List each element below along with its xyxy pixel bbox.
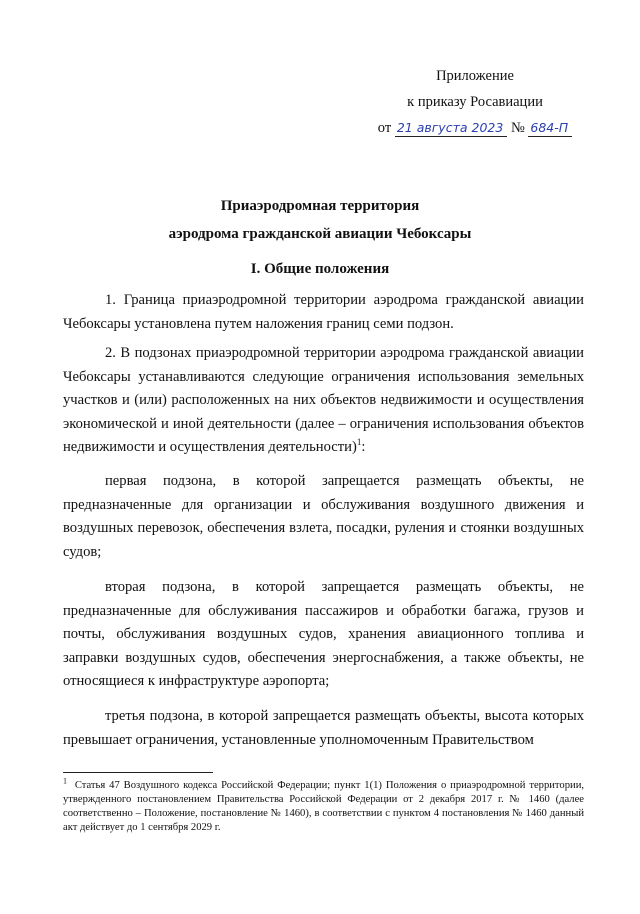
footnote-divider	[63, 772, 213, 773]
number-prefix: №	[510, 120, 525, 136]
paragraph-2	[63, 342, 584, 460]
subzone-3-paragraph: третья подзона, в которой запрещается размещать объекты, высота которых превышает ограничения, установленные уполномоченным Правительством	[63, 708, 584, 748]
document-title: Приаэродромная территория	[220, 198, 420, 214]
handwritten-number: 684-П	[528, 120, 572, 137]
appendix-label: Приложение	[436, 68, 514, 84]
paragraph-2-text: 2. В подзонах приаэродромной территории аэродрома гражданской авиации Чебоксары устанавливаются следующие ограничения использования земельных участков и (или) расположенных на них объектов недвижимости и осуществления экономической и иной деятельности (далее – ограничения использования объектов недвижимости и осуществления деятельности)	[63, 345, 584, 455]
section-heading: I. Общие положения	[250, 261, 390, 277]
subzone-1-paragraph: первая подзона, в которой запрещается размещать объекты, не предназначенные для организации и обслуживания воздушного движения и воздушных перевозок, обеспечения взлета, посадки, руления и стоянки воздушных судов;	[63, 473, 584, 560]
handwritten-date: 21 августа 2023	[395, 120, 507, 137]
paragraph-2-end: :	[361, 439, 366, 455]
subzone-2-paragraph: вторая подзона, в которой запрещается размещать объекты, не предназначенные для обслуживания пассажиров и обработки багажа, грузов и почты, обслуживания воздушных судов, хранения авиационного топлива и заправки воздушных судов, обеспечения энергоснабжения, а также объекты, не относящиеся к инфраструктуре аэропорта;	[63, 579, 584, 689]
footnote-reference: 1	[356, 437, 362, 448]
footnote-text: Статья 47 Воздушного кодекса Российской Федерации; пункт 1(1) Положения о приаэродромной территории, утвержденного постановлением Правительства Российской Федерации от 2 декабря 2017 г. № 1460 (далее соответственно – Положение, постановление № 1460), в соответствии с пунктом 4 постановления № 1460 данный акт действует до 1 сентября 2029 г.	[63, 780, 585, 833]
footnote-mark: 1	[63, 776, 67, 786]
paragraph-1: 1. Граница приаэродромной территории аэродрома гражданской авиации Чебоксары установлена путем наложения границ семи подзон.	[63, 292, 584, 332]
footnote	[63, 776, 585, 835]
date-prefix: от	[377, 120, 392, 136]
order-date-number	[360, 118, 590, 138]
document-subtitle: аэродрома гражданской авиации Чебоксары	[168, 226, 472, 242]
order-reference: к приказу Росавиации	[407, 94, 543, 110]
